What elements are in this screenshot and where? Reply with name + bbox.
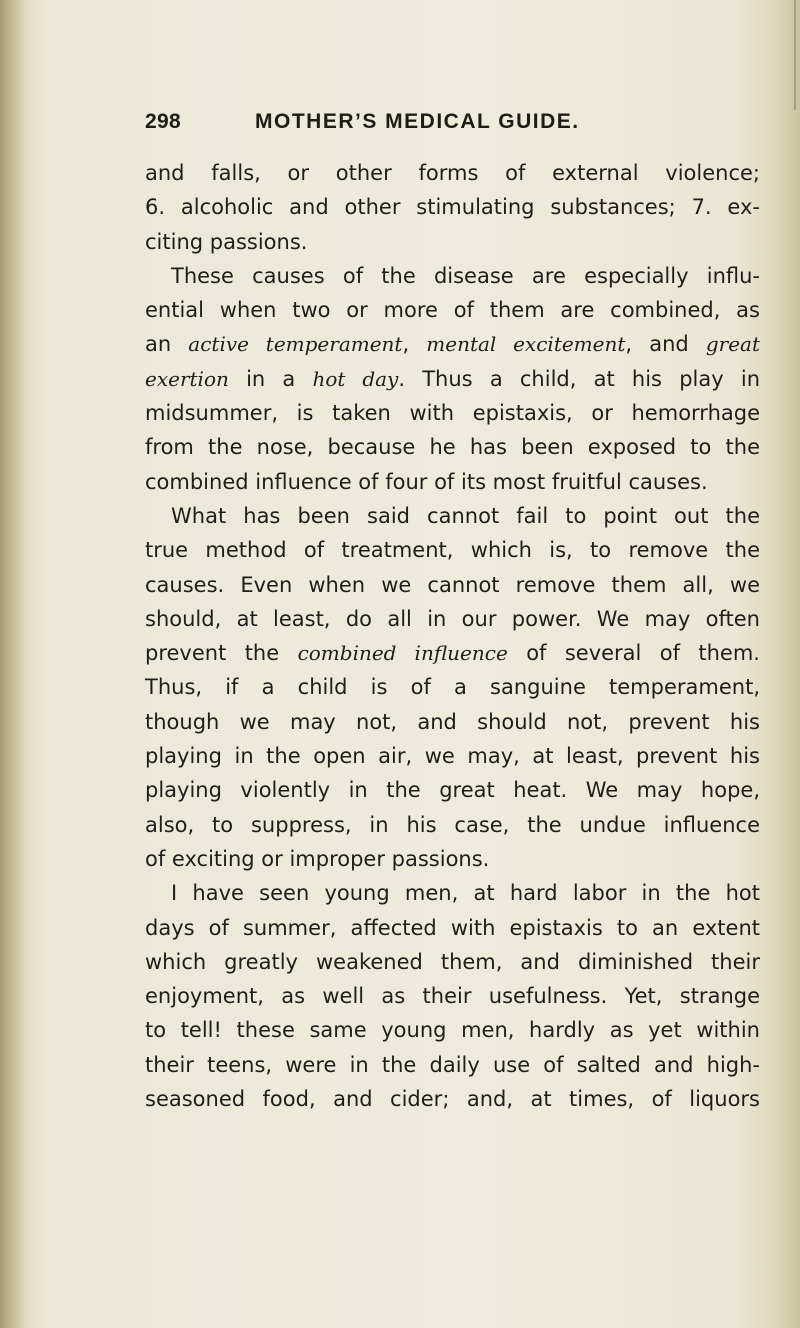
body-text bbox=[145, 156, 760, 1116]
running-title: MOTHER’S MEDICAL GUIDE. bbox=[255, 110, 580, 133]
page-edge-mark bbox=[794, 0, 796, 110]
text-line: which greatly weakened them, and diminished their bbox=[145, 949, 760, 974]
text-line: 6. alcoholic and other stimulating substances; 7. ex- bbox=[145, 195, 760, 220]
italic-phrase: hot day bbox=[312, 366, 399, 391]
italic-phrase: active temperament bbox=[188, 332, 403, 357]
italic-phrase: combined influence bbox=[297, 641, 508, 666]
text-line: days of summer, affected with epistaxis to an extent bbox=[145, 915, 760, 940]
text-line: true method of treatment, which is, to remove the bbox=[145, 538, 760, 563]
text-line: an active temperament, mental excitement, and great bbox=[145, 332, 760, 357]
text-line: and falls, or other forms of external violence; bbox=[145, 161, 760, 185]
text-line: These causes of the disease are especially influ- bbox=[171, 263, 760, 288]
running-head bbox=[145, 110, 735, 140]
text-line: midsummer, is taken with epistaxis, or hemorrhage bbox=[145, 401, 760, 426]
text-line: seasoned food, and cider; and, at times, of liquors bbox=[145, 1087, 760, 1112]
text-line: prevent the combined influence of several of them. bbox=[145, 641, 760, 666]
italic-phrase: great bbox=[705, 332, 760, 357]
page-number: 298 bbox=[145, 110, 181, 133]
italic-phrase: exertion bbox=[145, 366, 229, 391]
text-line: combined influence of four of its most fruitful causes. bbox=[145, 469, 708, 494]
text-line: I have seen young men, at hard labor in the hot bbox=[171, 881, 760, 906]
text-line: their teens, were in the daily use of salted and high- bbox=[145, 1052, 760, 1077]
text-line: exertion in a hot day. Thus a child, at his play in bbox=[145, 366, 760, 391]
italic-phrase: mental excitement bbox=[426, 332, 626, 357]
text-line: though we may not, and should not, prevent his bbox=[145, 709, 760, 734]
text-line: causes. Even when we cannot remove them all, we bbox=[145, 572, 760, 597]
text-line: enjoyment, as well as their usefulness. Yet, strange bbox=[145, 984, 760, 1009]
text-line: playing violently in the great heat. We may hope, bbox=[145, 778, 760, 803]
text-line: to tell! these same young men, hardly as yet within bbox=[145, 1018, 760, 1043]
text-line: from the nose, because he has been exposed to the bbox=[145, 435, 760, 460]
text-line: should, at least, do all in our power. We may often bbox=[145, 606, 760, 631]
text-line: also, to suppress, in his case, the undue influence bbox=[145, 812, 760, 837]
text-line: ential when two or more of them are combined, as bbox=[145, 298, 760, 323]
spine-shadow bbox=[0, 0, 30, 1328]
text-line: playing in the open air, we may, at least, prevent his bbox=[145, 744, 760, 769]
text-line: Thus, if a child is of a sanguine temperament, bbox=[145, 675, 760, 700]
text-line: of exciting or improper passions. bbox=[145, 846, 490, 871]
text-line: What has been said cannot fail to point out the bbox=[171, 503, 760, 528]
text-line: citing passions. bbox=[145, 229, 308, 254]
